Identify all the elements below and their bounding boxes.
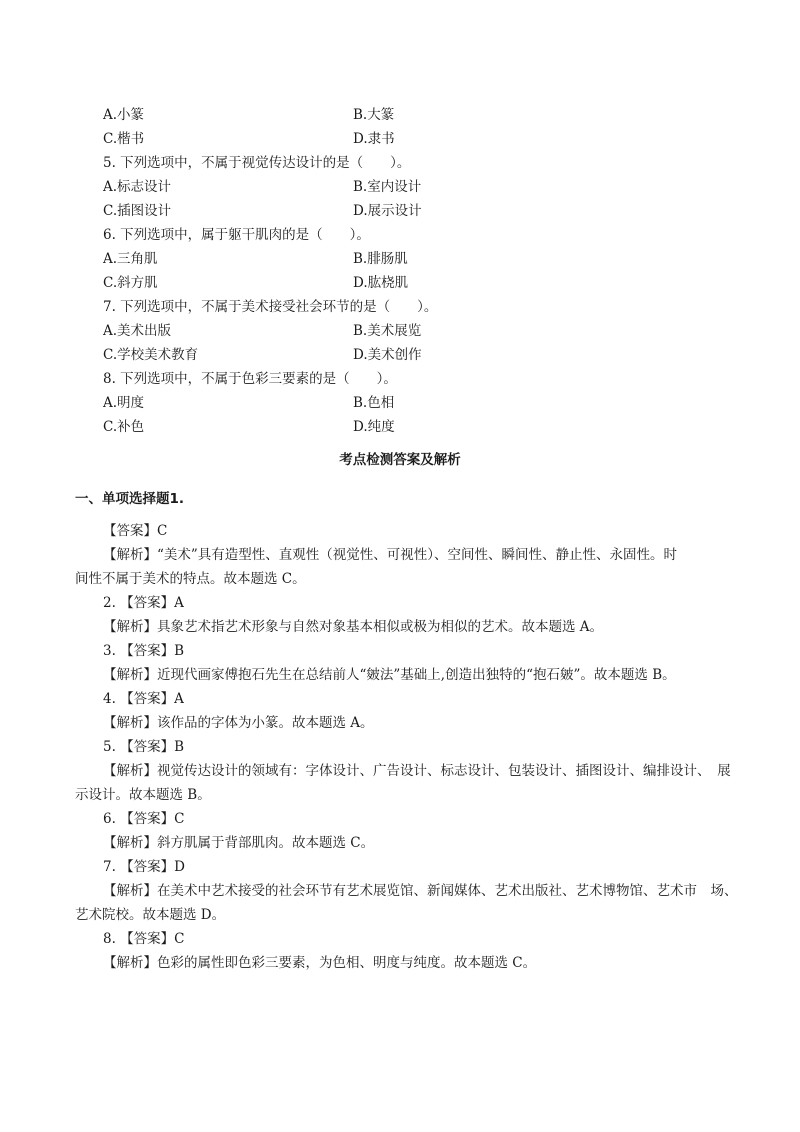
q5-option-b: B.室内设计 [353,179,422,195]
explanation-7-line-2: 艺术院校。故本题选 D。 [75,907,226,923]
q4-option-b: B.大篆 [353,107,395,123]
explanation-7-line-1: 【解析】在美术中艺术接受的社会环节有艺术展览馆、新闻媒体、艺术出版社、艺术博物馆、艺术市 场、 [103,883,738,899]
q8-option-c: C.补色 [103,419,145,435]
q6-option-d: D.肱桡肌 [353,275,409,291]
q8-option-d: D.纯度 [353,419,395,435]
q6-option-a: A.三角肌 [103,251,158,267]
answer-3: 3. 【答案】B [103,643,185,659]
explanation-4: 【解析】该作品的字体为小篆。故本题选 A。 [103,715,374,731]
explanation-3: 【解析】近现代画家傅抱石先生在总结前人“皴法”基础上,创造出独特的“抱石皴”。故本题选 B。 [103,667,676,683]
q7-option-b: B.美术展览 [353,323,422,339]
explanation-1-line-2: 间性不属于美术的特点。故本题选 C。 [75,571,306,587]
q7-option-c: C.学校美术教育 [103,347,199,363]
q5-stem: 5. 下列选项中，不属于视觉传达设计的是（ ）。 [103,155,411,171]
answer-2: 2. 【答案】A [103,595,184,611]
explanation-8: 【解析】色彩的属性即色彩三要素，为色相、明度与纯度。故本题选 C。 [103,955,537,971]
q8-option-a: A.明度 [103,395,145,411]
q8-stem: 8. 下列选项中，不属于色彩三要素的是（ ）。 [103,371,397,387]
answer-5: 5. 【答案】B [103,739,185,755]
q6-stem: 6. 下列选项中，属于躯干肌肉的是（ ）。 [103,227,370,243]
explanation-5-line-1: 【解析】视觉传达设计的领域有：字体设计、广告设计、标志设计、包装设计、插图设计、编排设计、 展 [103,763,731,779]
q4-option-d: D.隶书 [353,131,395,147]
q7-option-d: D.美术创作 [353,347,422,363]
answers-title: 考点检测答案及解析 [339,452,461,468]
answer-1: 【答案】C [103,523,168,539]
q5-option-a: A.标志设计 [103,179,172,195]
answer-7: 7. 【答案】D [103,859,185,875]
q4-option-c: C.楷书 [103,131,145,147]
section-title: 一、单项选择题1. [75,491,185,507]
explanation-1-line-1: 【解析】“美术”具有造型性、直观性（视觉性、可视性）、空间性、瞬间性、静止性、永固性。时 [103,547,678,563]
q4-option-a: A.小篆 [103,107,145,123]
q6-option-b: B.腓肠肌 [353,251,408,267]
answer-8: 8. 【答案】C [103,931,185,947]
explanation-2: 【解析】具象艺术指艺术形象与自然对象基本相似或极为相似的艺术。故本题选 A。 [103,619,604,635]
q6-option-c: C.斜方肌 [103,275,158,291]
answer-6: 6. 【答案】C [103,811,185,827]
q5-option-d: D.展示设计 [353,203,422,219]
answer-4: 4. 【答案】A [103,691,184,707]
explanation-5-line-2: 示设计。故本题选 B。 [75,787,211,803]
explanation-6: 【解析】斜方肌属于背部肌肉。故本题选 C。 [103,835,375,851]
q7-stem: 7. 下列选项中，不属于美术接受社会环节的是（ ）。 [103,299,438,315]
q5-option-c: C.插图设计 [103,203,172,219]
q7-option-a: A.美术出版 [103,323,172,339]
q8-option-b: B.色相 [353,395,395,411]
